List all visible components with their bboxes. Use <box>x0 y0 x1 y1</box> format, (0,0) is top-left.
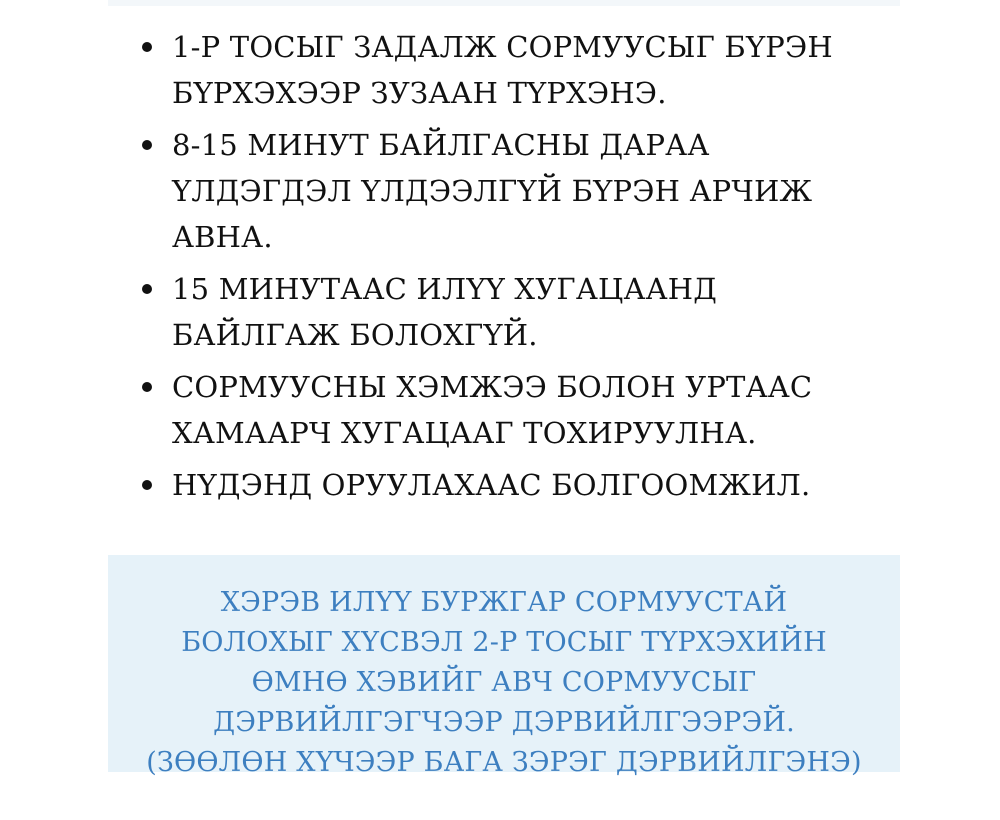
instruction-item-2 <box>140 122 860 260</box>
instruction-text: 1-Р ТОСЫГ ЗАДАЛЖ СОРМУУСЫГ БҮРЭН БҮРХЭХЭЭР ЗУЗААН ТҮРХЭНЭ. <box>172 30 833 110</box>
instruction-text: 15 МИНУТААС ИЛҮҮ ХУГАЦААНД БАЙЛГАЖ БОЛОХГҮЙ. <box>172 272 718 352</box>
instruction-text: СОРМУУСНЫ ХЭМЖЭЭ БОЛОН УРТААС ХАМААРЧ ХУГАЦААГ ТОХИРУУЛНА. <box>172 370 813 450</box>
instruction-item-4 <box>140 364 860 456</box>
bullet-icon <box>142 284 152 294</box>
instruction-list <box>140 24 860 514</box>
bullet-icon <box>142 42 152 52</box>
top-divider-strip <box>108 0 900 6</box>
instruction-text: 8-15 МИНУТ БАЙЛГАСНЫ ДАРАА ҮЛДЭГДЭЛ ҮЛДЭЭЛГҮЙ БҮРЭН АРЧИЖ АВНА. <box>172 128 813 254</box>
bullet-icon <box>142 480 152 490</box>
tip-text: ХЭРЭВ ИЛҮҮ БУРЖГАР СОРМУУСТАЙ БОЛОХЫГ ХҮСВЭЛ 2-Р ТОСЫГ ТҮРХЭХИЙН ӨМНӨ ХЭВИЙГ АВЧ СОРМУУСЫГ ДЭРВИЙЛГЭГЧЭЭР ДЭРВИЙЛГЭЭРЭЙ. (ЗӨӨЛӨН ХҮЧЭЭР БАГА ЗЭРЭГ ДЭРВИЙЛГЭНЭ) <box>146 587 862 778</box>
instruction-item-1 <box>140 24 860 116</box>
bullet-icon <box>142 382 152 392</box>
tip-callout <box>108 555 900 778</box>
instruction-item-3 <box>140 266 860 358</box>
bullet-icon <box>142 140 152 150</box>
instruction-item-5 <box>140 462 860 508</box>
instruction-text: НҮДЭНД ОРУУЛАХААС БОЛГООМЖИЛ. <box>172 468 811 502</box>
